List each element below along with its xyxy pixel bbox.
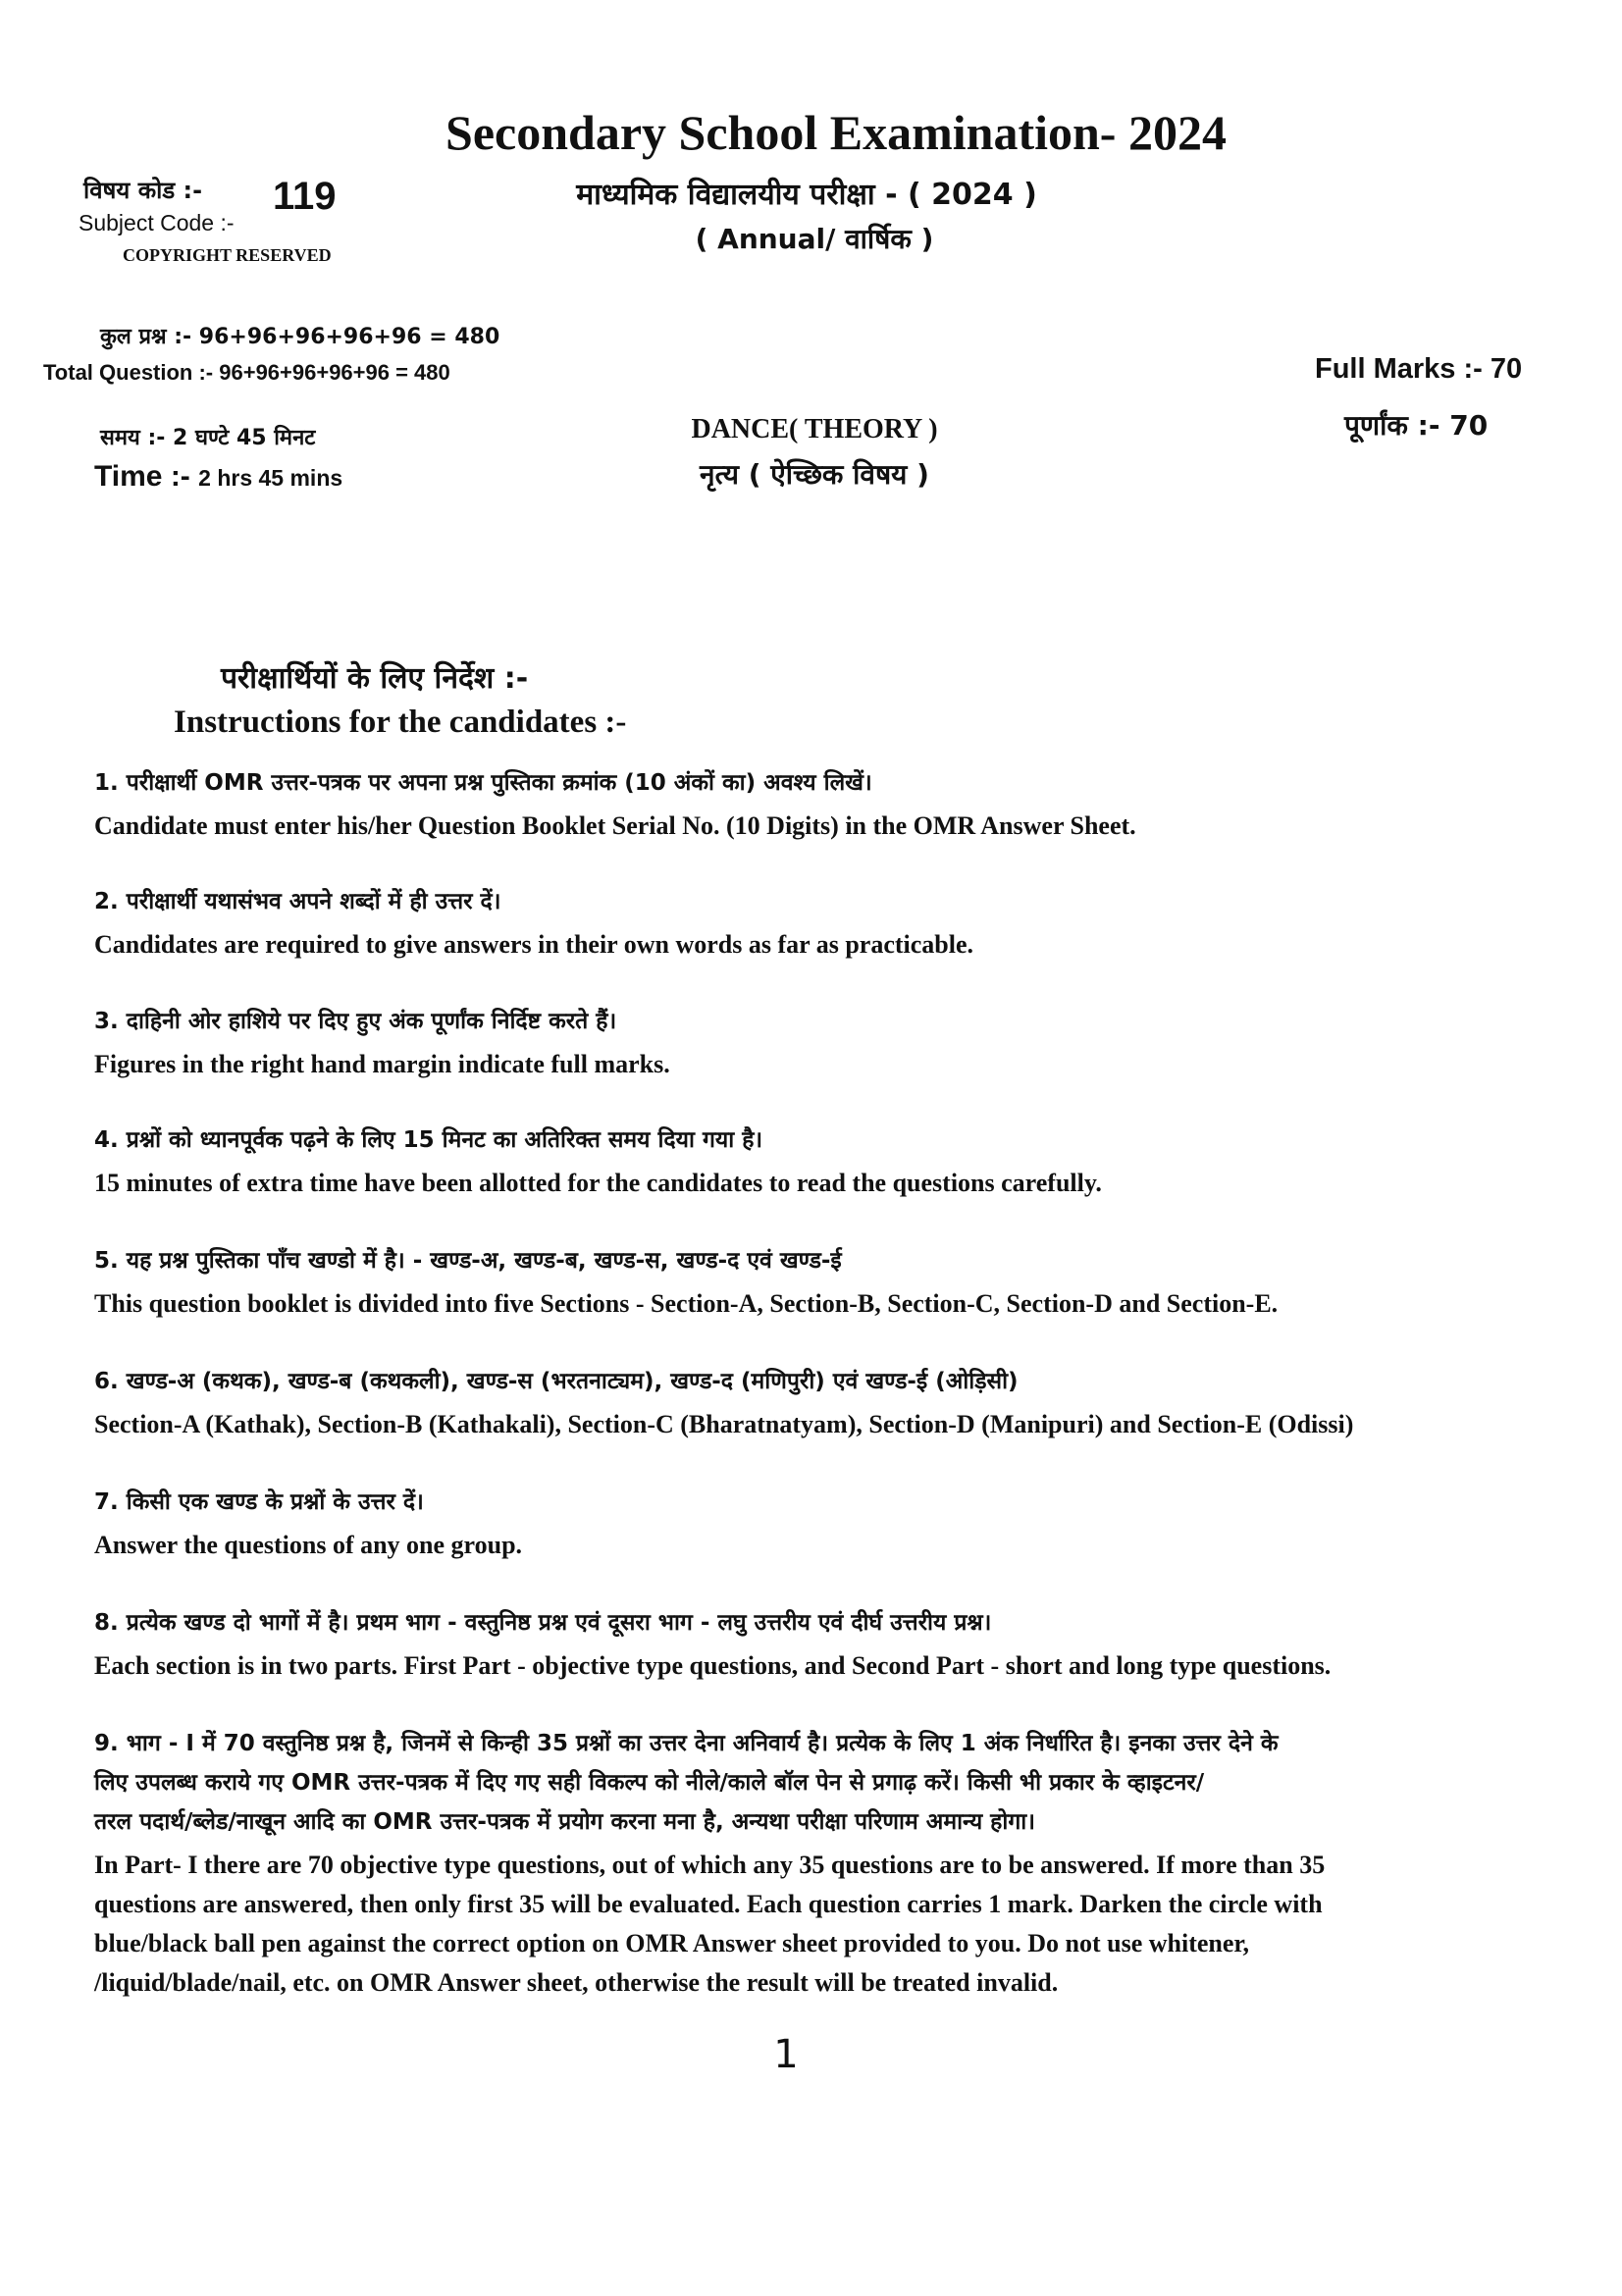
exam-type: ( Annual/ वार्षिक ) xyxy=(695,223,934,255)
instruction-7-en: Answer the questions of any one group. xyxy=(94,1531,523,1559)
instruction-9-en-line: /liquid/blade/nail, etc. on OMR Answer sheet, otherwise the result will be treated invalid. xyxy=(94,1968,1059,1997)
instruction-1-hi: 1. परीक्षार्थी OMR उत्तर-पत्रक पर अपना प्रश्न पुस्तिका क्रमांक (10 अंकों का) अवश्य लिखें। xyxy=(94,770,872,796)
full-marks-en: Full Marks :- 70 xyxy=(1315,353,1523,385)
instructions-heading-en: Instructions for the candidates :- xyxy=(174,704,627,740)
instruction-2-en: Candidates are required to give answers in their own words as far as practicable. xyxy=(94,930,974,959)
instruction-3-en: Figures in the right hand margin indicate full marks. xyxy=(94,1050,670,1078)
instruction-9-hi-line: लिए उपलब्ध कराये गए OMR उत्तर-पत्रक में दिए गए सही विकल्प को नीले/काले बॉल पेन से प्रगाढ़ करें। किसी भी प्रकार के व्हाइटनर/ xyxy=(94,1770,1205,1796)
instruction-9-en-line: blue/black ball pen against the correct option on OMR Answer sheet provided to you. Do not use whitener, xyxy=(94,1929,1250,1957)
subject-en: DANCE( THEORY ) xyxy=(691,414,938,444)
exam-title-hi: माध्यमिक विद्यालयीय परीक्षा - ( 2024 ) xyxy=(576,178,1037,212)
subject-code-label-hi: विषय कोड :- xyxy=(83,177,203,204)
instruction-6-hi: 6. खण्ड-अ (कथक), खण्ड-ब (कथकली), खण्ड-स (भरतनाट्यम), खण्ड-द (मणिपुरी) एवं खण्ड-ई (ओड़िसी) xyxy=(94,1369,1019,1394)
subject-code-label-en: Subject Code :- xyxy=(78,210,235,235)
instruction-9-en-line: In Part- I there are 70 objective type questions, out of which any 35 questions are to be answered. If more than 35 xyxy=(94,1851,1326,1879)
instruction-8-en: Each section is in two parts. First Part - objective type questions, and Second Part - short and long type questions. xyxy=(94,1651,1332,1680)
full-marks-hi: पूर्णांक :- 70 xyxy=(1344,409,1489,442)
time-label: Time :- xyxy=(94,460,199,493)
instruction-1-en: Candidate must enter his/her Question Booklet Serial No. (10 Digits) in the OMR Answer Sheet. xyxy=(94,811,1136,840)
instruction-6-en: Section-A (Kathak), Section-B (Kathakali), Section-C (Bharatnatyam), Section-D (Manipuri) and Section-E (Odissi) xyxy=(94,1410,1354,1438)
copyright-notice: COPYRIGHT RESERVED xyxy=(123,245,332,265)
instruction-7-hi: 7. किसी एक खण्ड के प्रश्नों के उत्तर दें। xyxy=(94,1489,424,1515)
subject-code: 119 xyxy=(273,175,337,218)
page-number: 1 xyxy=(773,2032,799,2077)
instruction-2-hi: 2. परीक्षार्थी यथासंभव अपने शब्दों में ही उत्तर दें। xyxy=(94,889,501,914)
instruction-9-hi-line: तरल पदार्थ/ब्लेड/नाखून आदि का OMR उत्तर-पत्रक में प्रयोग करना मना है, अन्यथा परीक्षा परिणाम अमान्य होगा। xyxy=(94,1809,1035,1835)
time-hi: समय :- 2 घण्टे 45 मिनट xyxy=(100,426,316,450)
time-value: 2 hrs 45 mins xyxy=(198,465,343,491)
exam-title: Secondary School Examination- 2024 xyxy=(445,105,1227,160)
instruction-9-hi-line: 9. भाग - I में 70 वस्तुनिष्ठ प्रश्न है, जिनमें से किन्ही 35 प्रश्नों का उत्तर देना अनिवार्य है। प्रत्येक के लिए 1 अंक निर्धारित है। इनका उत्तर देने के xyxy=(94,1731,1279,1756)
time-en xyxy=(94,462,342,492)
subject-hi: नृत्य ( ऐच्छिक विषय ) xyxy=(700,458,929,491)
instruction-3-hi: 3. दाहिनी ओर हाशिये पर दिए हुए अंक पूर्णांक निर्दिष्ट करते हैं। xyxy=(94,1009,617,1034)
total-questions-en: Total Question :- 96+96+96+96+96 = 480 xyxy=(43,360,450,385)
instruction-4-en: 15 minutes of extra time have been allotted for the candidates to read the questions carefully. xyxy=(94,1169,1102,1197)
instructions-heading-hi: परीक्षार्थियों के लिए निर्देश :- xyxy=(221,661,529,696)
instruction-9-en-line: questions are answered, then only first 35 will be evaluated. Each question carries 1 mark. Darken the circle with xyxy=(94,1890,1323,1918)
instruction-4-hi: 4. प्रश्नों को ध्यानपूर्वक पढ़ने के लिए 15 मिनट का अतिरिक्त समय दिया गया है। xyxy=(94,1127,763,1153)
instruction-8-hi: 8. प्रत्येक खण्ड दो भागों में है। प्रथम भाग - वस्तुनिष्ठ प्रश्न एवं दूसरा भाग - लघु उत्तरीय एवं दीर्घ उत्तरीय प्रश्न। xyxy=(94,1610,992,1636)
instruction-5-en: This question booklet is divided into five Sections - Section-A, Section-B, Section-C, Section-D and Section-E. xyxy=(94,1289,1279,1318)
total-questions-hi: कुल प्रश्न :- 96+96+96+96+96 = 480 xyxy=(100,325,500,349)
instruction-5-hi: 5. यह प्रश्न पुस्तिका पाँच खण्डो में है। - खण्ड-अ, खण्ड-ब, खण्ड-स, खण्ड-द एवं खण्ड-ई xyxy=(94,1248,842,1274)
